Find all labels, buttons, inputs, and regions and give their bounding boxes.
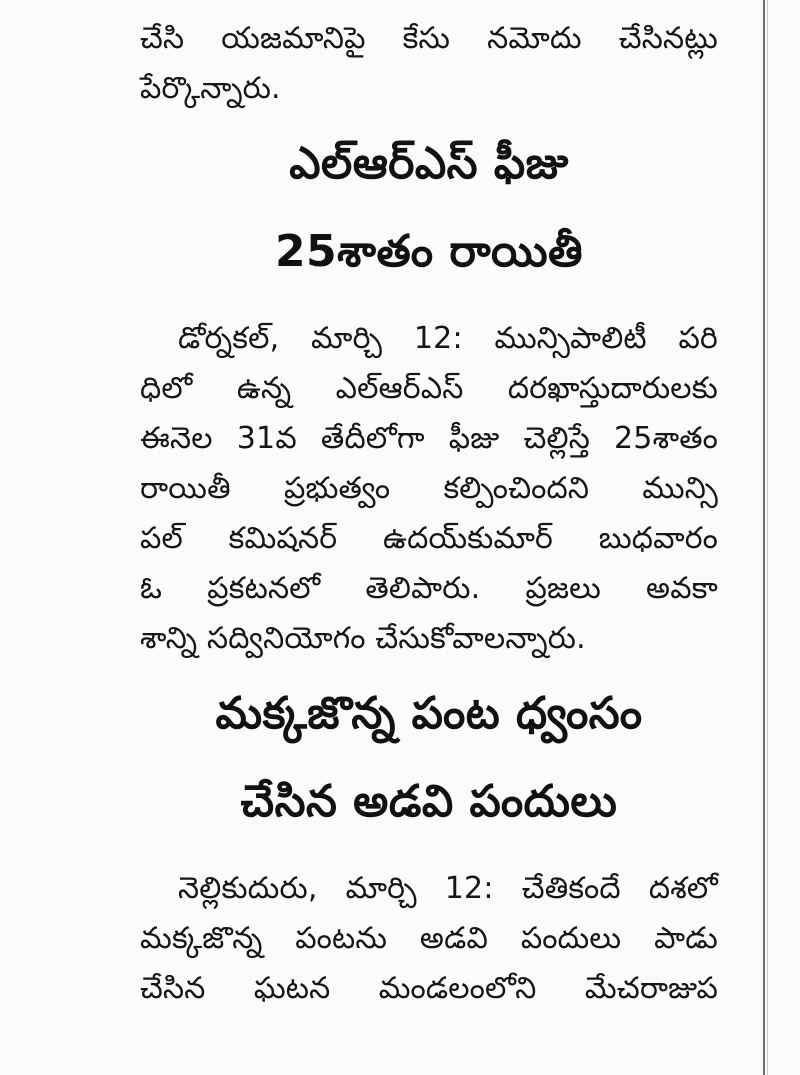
headline-line: చేసిన అడవి పందులు: [240, 776, 618, 827]
cropped-top-line: [140, 0, 718, 14]
body-line: చేసిన ఘటన మండలంలోని మేచరాజుప: [140, 971, 718, 1006]
body-line: పేర్కొన్నారు.: [140, 71, 281, 106]
body-line: మక్కజొన్న పంటను అడవి పందులు పాడు: [140, 921, 718, 956]
maize-crop-body: [140, 864, 718, 1014]
body-line: రాయితీ ప్రభుత్వం కల్పించిందని మున్సి: [140, 471, 718, 506]
lrs-fee-headline: [140, 120, 718, 296]
body-line: ఓ ప్రకటనలో తెలిపారు. ప్రజలు అవకా: [140, 571, 718, 606]
headline-line: ఎల్‌ఆర్‌ఎస్‌ ఫీజు: [289, 138, 569, 189]
column-divider: [763, 0, 765, 1075]
body-line: డోర్నకల్‌, మార్చి 12: మున్సిపాలిటీ పరి: [178, 321, 718, 356]
column-divider-shadow: [767, 0, 768, 1075]
headline-line: 25శాతం రాయితీ: [274, 226, 584, 277]
body-line: శాన్ని సద్వినియోగం చేసుకోవాలన్నారు.: [140, 621, 586, 656]
body-line: చేసి యజమానిపై కేసు నమోదు చేసినట్లు: [140, 21, 718, 56]
body-line: నెల్లికుదురు, మార్చి 12: చేతికందే దశలో: [178, 871, 718, 906]
maize-crop-headline: [140, 670, 718, 846]
body-line: ఈనెల 31వ తేదీలోగా ఫీజు చెల్లిస్తే 25శాతం: [140, 421, 718, 456]
body-line: పల్‌ కమిషనర్‌ ఉదయ్‌కుమార్‌ బుధవారం: [140, 521, 718, 556]
previous-article-ending: [140, 14, 718, 114]
body-line: ధిలో ఉన్న ఎల్‌ఆర్‌ఎస్‌ దరఖాస్తుదారులకు: [140, 371, 718, 406]
lrs-fee-body: [140, 314, 718, 664]
article-column: [140, 0, 718, 1020]
headline-line: మక్కజొన్న పంట ధ్వంసం: [215, 688, 643, 739]
